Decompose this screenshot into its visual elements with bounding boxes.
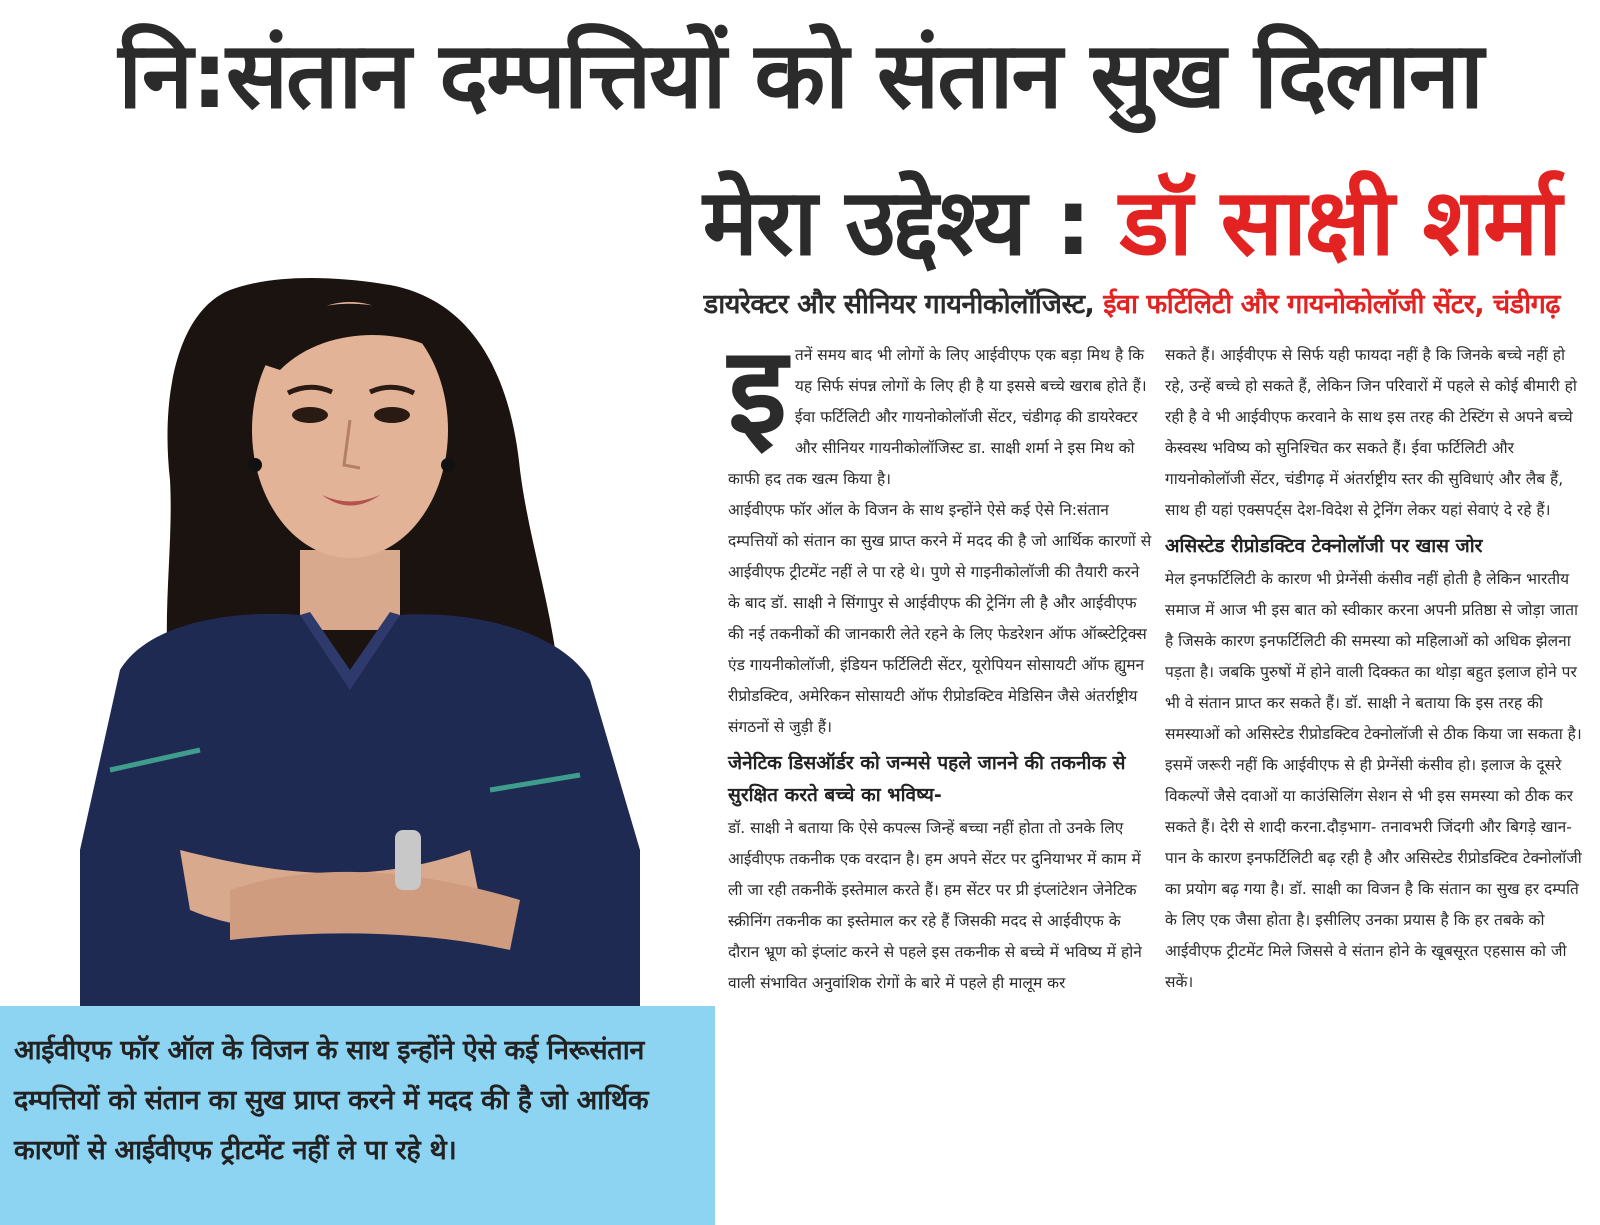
article-intro-paragraph — [728, 322, 1156, 495]
article-column-2 — [1165, 340, 1585, 998]
byline-centre: ईवा फर्टिलिटी और गायनोकोलॉजी सेंटर, चंडीगढ़ — [1103, 289, 1560, 320]
headline-line2-black: मेरा उद्देश्य : — [702, 169, 1120, 276]
article-paragraph-5: मेल इनफर्टिलिटी के कारण भी प्रेग्नेंसी कंसीव नहीं होती है लेकिन भारतीय समाज में आज भी इस बात को स्वीकार करना अपनी प्रतिष्ठा से जोड़ा जाता है जिसके कारण इनफर्टिलिटी की समस्या को महिलाओं को अधिक झेलना पड़ता है। जबकि पुरुषों में होने वाली दिक्कत का थोड़ा बहुत इलाज होने पर भी वे संतान प्राप्त कर सकते हैं। डॉ. साक्षी ने बताया कि इस तरह की समस्याओं को असिस्टेड रीप्रोडक्टिव टेक्नोलॉजी से ठीक किया जा सकता है। इसमें जरूरी नहीं कि आईवीएफ से ही प्रेग्नेंसी कंसीव हो। इलाज के दूसरे विकल्पों जैसे दवाओं या काउंसिलिंग सेशन से भी इस समस्या को ठीक कर सकते हैं। देरी से शादी करना.दौड़भाग- तनावभरी जिंदगी और बिगड़े खान-पान के कारण इनफर्टिलिटी बढ़ रही है और असिस्टेड रीप्रोडक्टिव टेक्नोलॉजी का प्रयोग बढ़ गया है। डॉ. साक्षी का विजन है कि संतान का सुख हर दम्पति के लिए एक जैसा होता है। इसीलिए उनका प्रयास है कि हर तबके को आईवीएफ ट्रीटमेंट मिले जिससे वे संतान होने के खूबसूरत एहसास को जी सकें। — [1165, 570, 1582, 991]
article-paragraph-3: डॉ. साक्षी ने बताया कि ऐसे कपल्स जिन्हें बच्चा नहीं होता तो उनके लिए आईवीएफ तकनीक एक वरदान है। हम अपने सेंटर पर दुनियाभर में काम में ली जा रही तकनीकें इस्तेमाल करते हैं। हम सेंटर पर प्री इंप्लांटेशन जेनेटिक स्क्रीनिंग तकनीक का इस्तेमाल कर रहे हैं जिसकी मदद से आईवीएफ के दौरान भ्रूण को इंप्लांट करने से पहले इस तकनीक से बच्चे में भविष्य में होने वाली संभावित अनुवांशिक रोगों के बारे में पहले ही मालूम कर — [728, 819, 1142, 992]
article-paragraph-4: सकते हैं। आईवीएफ से सिर्फ यही फायदा नहीं है कि जिनके बच्चे नहीं हो रहे, उन्हें बच्चे हो सकते हैं, लेकिन जिन परिवारों में पहले से कोई बीमारी हो रही है वे भी आईवीएफ करवाने के साथ इस तरह की टेस्टिंग से अपने बच्चे केस्वस्थ भविष्य को सुनिश्चित कर सकते हैं। ईवा फर्टिलिटी और गायनोकोलॉजी सेंटर, चंडीगढ़ में अंतर्राष्ट्रीय स्तर की सुविधाएं और लैब हैं, साथ ही यहां एक्सपर्ट्स देश-विदेश से ट्रेनिंग लेकर यहां सेवाएं दे रहे हैं। — [1165, 346, 1577, 519]
headline-line1: नि:संतान दम्पत्तियों को संतान सुख दिलाना — [118, 22, 1482, 129]
byline-designation: डायरेक्टर और सीनियर गायनीकोलॉजिस्ट, — [703, 289, 1104, 320]
intro-text: तनें समय बाद भी लोगों के लिए आईवीएफ एक बड़ा मिथ है कि यह सिर्फ संपन्न लोगों के लिए ही है या इससे बच्चे खराब होते हैं। ईवा फर्टिलिटी और गायनोकोलॉजी सेंटर, चंडीगढ़ की डायरेक्टर और सीनियर गायनीकोलॉजिस्ट डा. साक्षी शर्मा ने इस मिथ को काफी हद तक खत्म किया है। — [728, 346, 1147, 488]
byline — [704, 284, 1560, 321]
doctor-portrait-image — [0, 250, 715, 1010]
subheading-assisted-reproductive: असिस्टेड रीप्रोडक्टिव टेक्नोलॉजी पर खास जोर — [1165, 535, 1483, 557]
pull-quote-box — [0, 1006, 715, 1225]
headline-doctor-name: डॉ साक्षी शर्मा — [1119, 169, 1560, 276]
doctor-photo — [0, 250, 715, 1010]
article-column-1 — [728, 322, 1156, 999]
drop-cap: इ — [728, 322, 787, 461]
article-paragraph-2: आईवीएफ फॉर ऑल के विजन के साथ इन्होंने ऐसे कई ऐसे नि:संतान दम्पत्तियों को संतान का सुख प्राप्त करने में मदद की है जो आर्थिक कारणों से आईवीएफ ट्रीटमेंट नहीं ले पा रहे थे। पुणे से गाइनीकोलॉजी की तैयारी करने के बाद डॉ. साक्षी ने सिंगापुर से आईवीएफ की ट्रेनिंग ली है और आईवीएफ की नई तकनीकों की जानकारी लेते रहने के लिए फेडरेशन ऑफ ऑब्स्टेट्रिक्स एंड गायनीकोलॉजी, इंडियन फर्टिलिटी सेंटर, यूरोपियन सोसायटी ऑफ ह्युमन रीप्रोडक्टिव, अमेरिकन सोसायटी ऑफ रीप्रोडक्टिव मेडिसिन जैसे अंतर्राष्ट्रीय संगठनों से जुड़ी हैं। — [728, 501, 1152, 736]
pull-quote-text: आईवीएफ फॉर ऑल के विजन के साथ इन्होंने ऐसे कई निरूसंतान दम्पत्तियों को संतान का सुख प्राप्त करने में मदद की है जो आर्थिक कारणों से आईवीएफ ट्रीटमेंट नहीं ले पा रहे थे। — [14, 1035, 649, 1166]
subheading-genetic-disorder: जेनेटिक डिसऑर्डर को जन्मसे पहले जानने की तकनीक से सुरक्षित करते बच्चे का भविष्य- — [728, 752, 1126, 806]
